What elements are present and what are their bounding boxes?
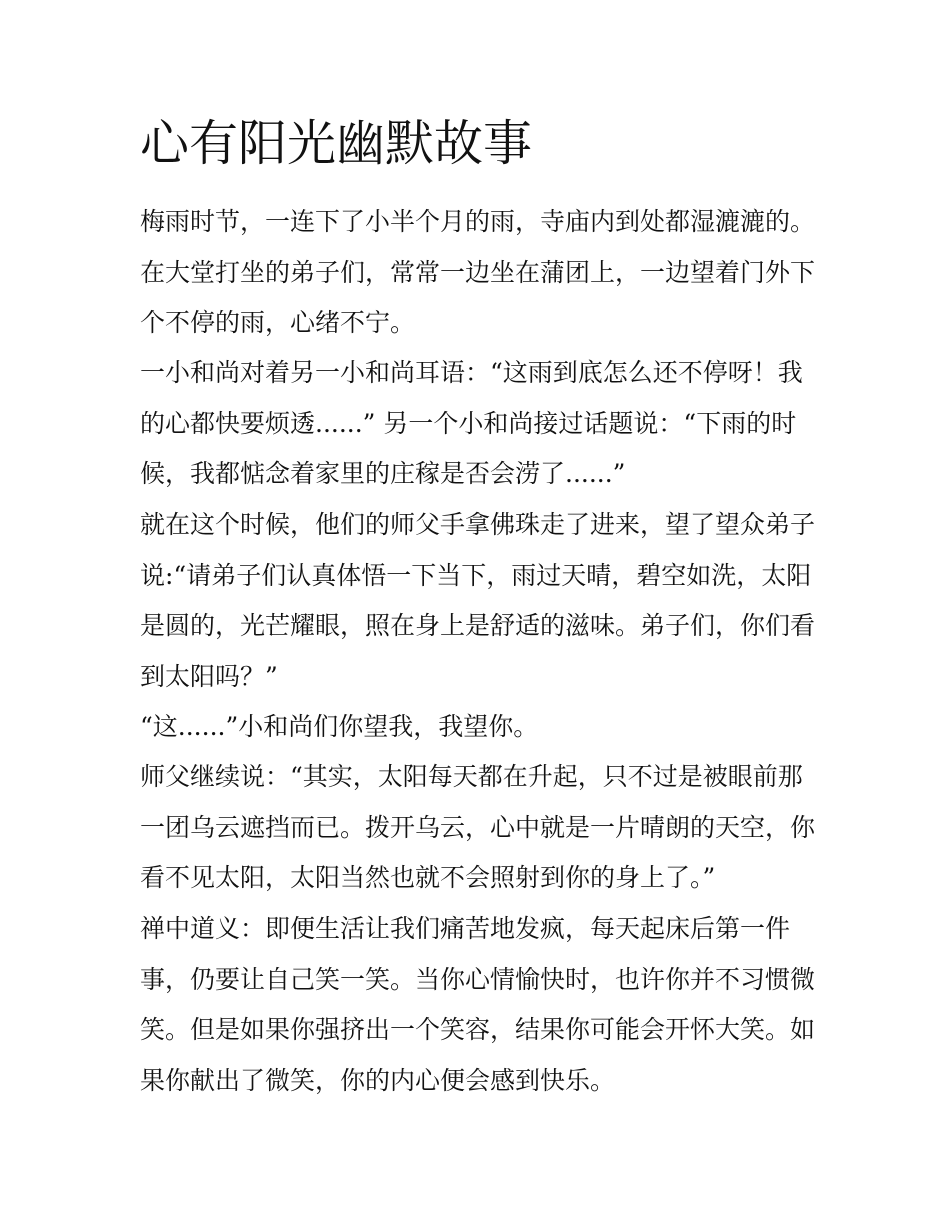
text-line: 说:“请弟子们认真体悟一下当下，雨过天晴，碧空如洗，太阳	[140, 560, 812, 590]
text-line: 禅中道义：即便生活让我们痛苦地发疯，每天起床后第一件	[140, 914, 791, 943]
text-line: 师父继续说：“其实，太阳每天都在升起，只不过是被眼前那	[140, 762, 803, 791]
text-line: 一团乌云遮挡而已。拨开乌云，心中就是一片晴朗的天空，你	[140, 812, 816, 842]
text-line: “这......”小和尚们你望我，我望你。	[140, 712, 539, 741]
text-line: 个不停的雨，心绪不宁。	[140, 308, 416, 337]
text-line: 候，我都惦念着家里的庄稼是否会涝了......”	[140, 459, 626, 488]
text-line: 果你献出了微笑，你的内心便会感到快乐。	[140, 1065, 616, 1095]
paragraph	[140, 752, 820, 904]
text-line: 梅雨时节，一连下了小半个月的雨，寺庙内到处都湿漉漉的。	[140, 207, 816, 236]
text-line: 一小和尚对着另一小和尚耳语：“这雨到底怎么还不停呀！我	[140, 358, 803, 387]
text-line: 的心都快要烦透......” 另一个小和尚接过话题说：“下雨的时	[140, 408, 797, 438]
paragraph	[140, 197, 820, 349]
text-line: 事，仍要让自己笑一笑。当你心情愉快时，也许你并不习惯微	[140, 964, 816, 994]
text-line: 到太阳吗？”	[140, 661, 278, 691]
text-line: 笑。但是如果你强挤出一个笑容，结果你可能会开怀大笑。如	[140, 1015, 816, 1044]
paragraph	[140, 904, 820, 1106]
text-line: 是圆的，光芒耀眼，照在身上是舒适的滋味。弟子们，你们看	[140, 611, 816, 640]
document-title: 心有阳光幽默故事	[140, 115, 533, 172]
paragraph	[140, 348, 820, 500]
text-line: 在大堂打坐的弟子们，常常一边坐在蒲团上，一边望着门外下	[140, 257, 816, 287]
paragraph	[140, 500, 820, 702]
paragraph	[140, 702, 820, 753]
text-line: 就在这个时候，他们的师父手拿佛珠走了进来，望了望众弟子	[140, 510, 816, 539]
text-line: 看不见太阳，太阳当然也就不会照射到你的身上了。”	[140, 863, 716, 892]
